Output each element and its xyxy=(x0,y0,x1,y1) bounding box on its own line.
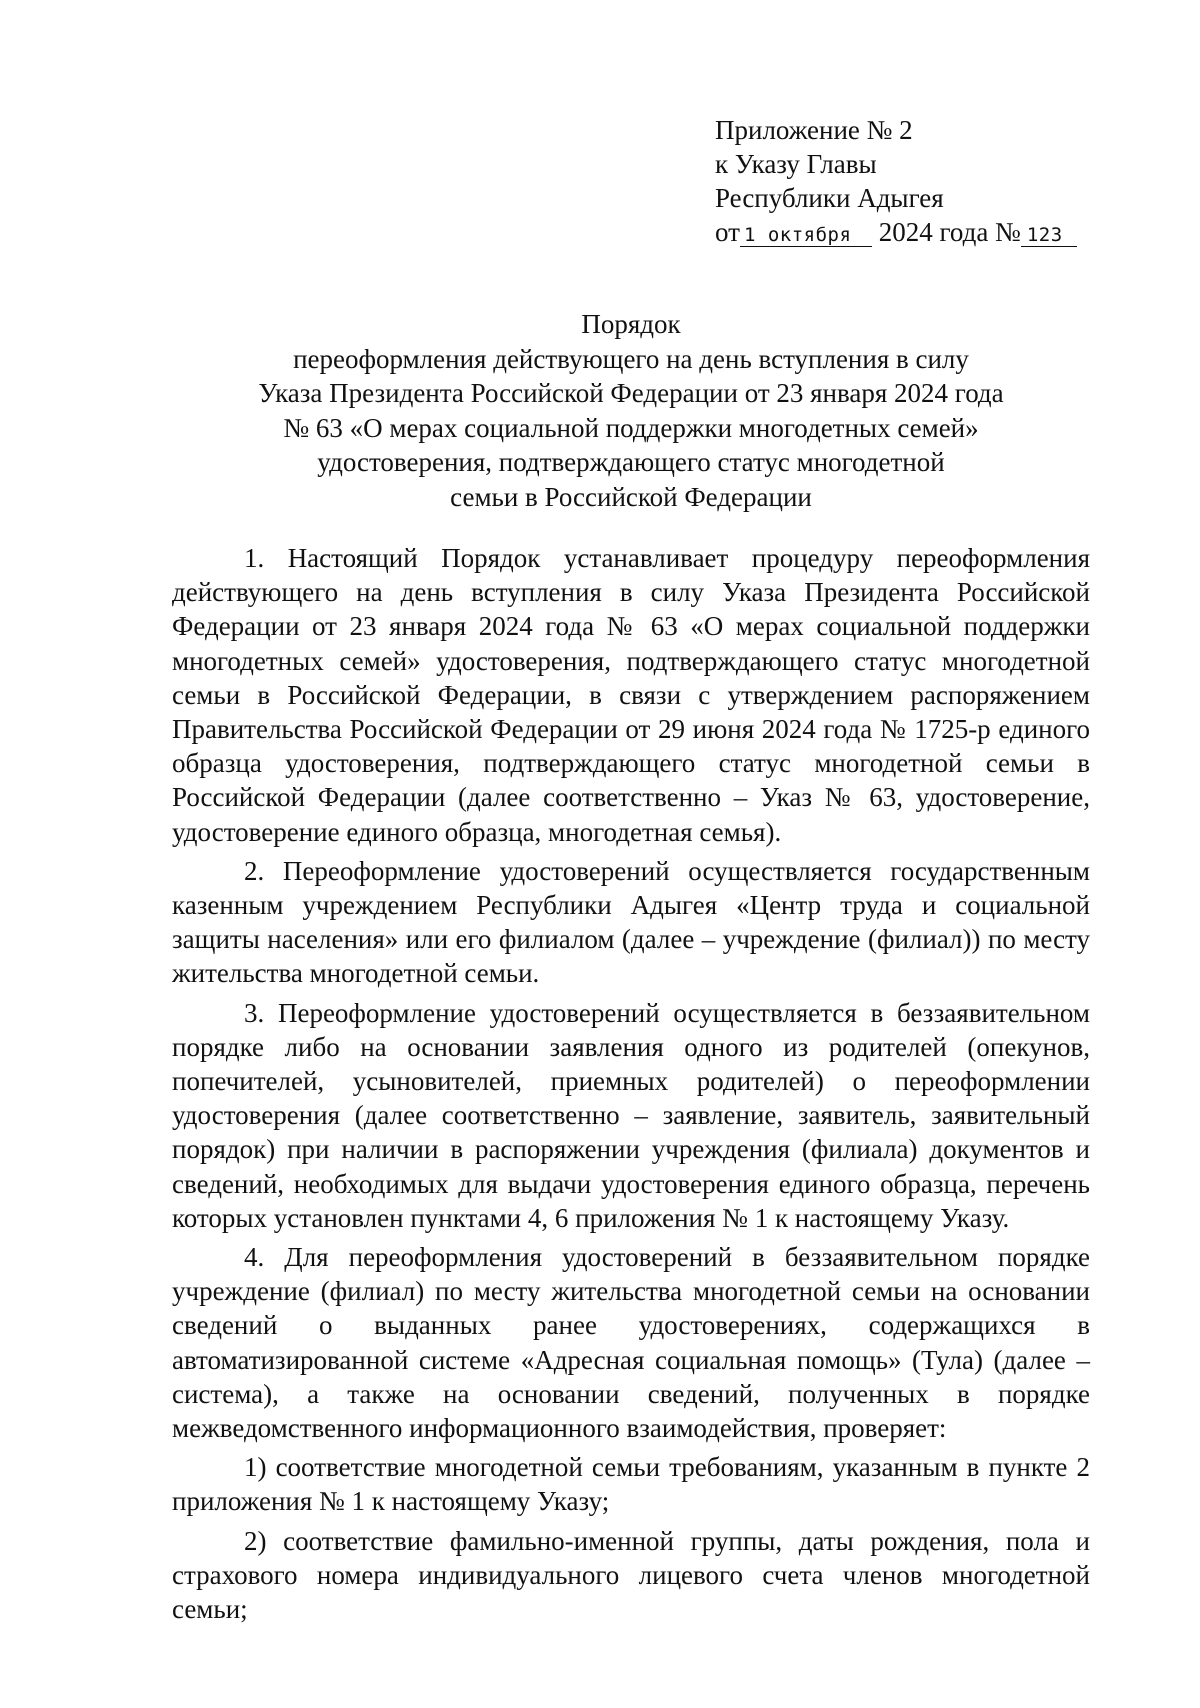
title-line: семьи в Российской Федерации xyxy=(450,481,812,512)
appendix-date-line xyxy=(715,215,1077,249)
handwritten-number: 123 xyxy=(1026,224,1063,246)
document-body xyxy=(172,541,1090,1626)
paragraph-1: 1. Настоящий Порядок устанавливает процедуру переоформления действующего на день вступления в силу Указа Президента Российской Федерации от 23 января 2024 года № 63 «О мерах социальной поддержки многодетных семей» удостоверения, подтверждающего статус многодетной семьи в Российской Федерации, в связи с утверждением распоряжением Правительства Российской Федерации от 29 июня 2024 года № 1725-р единого образца удостоверения, подтверждающего статус многодетной семьи в Российской Федерации (далее соответственно – Указ № 63, удостоверение, удостоверение единого образца, многодетная семья). xyxy=(172,543,1090,847)
number-blank xyxy=(1021,221,1077,247)
title-line: удостоверения, подтверждающего статус многодетной xyxy=(317,447,945,478)
appendix-number: Приложение № 2 xyxy=(715,115,913,145)
date-blank xyxy=(740,221,872,247)
title-line: Указа Президента Российской Федерации от 23 января 2024 года xyxy=(258,378,1004,409)
appendix-block xyxy=(715,113,1077,249)
date-year-label: 2024 года № xyxy=(878,217,1021,247)
title-line: переоформления действующего на день вступления в силу xyxy=(293,343,969,374)
paragraph-2: 2. Переоформление удостоверений осуществляется государственным казенным учреждением Республики Адыгея «Центр труда и социальной защиты населения» или его филиалом (далее – учреждение (филиал)) по месту жительства многодетной семьи. xyxy=(172,855,1090,989)
handwritten-date: 1 октября xyxy=(743,224,852,246)
title-line: № 63 «О мерах социальной поддержки многодетных семей» xyxy=(283,412,979,443)
subitem-1: 1) соответствие многодетной семьи требованиям, указанным в пункте 2 приложения № 1 к настоящему Указу; xyxy=(172,1452,1090,1517)
document-title xyxy=(172,307,1090,515)
appendix-decree-ref: к Указу Главы xyxy=(715,149,877,179)
paragraph-3: 3. Переоформление удостоверений осуществляется в беззаявительном порядке либо на основании заявления одного из родителей (опекунов, попечителей, усыновителей, приемных родителей) о переоформлении удостоверения (далее соответственно – заявление, заявитель, заявительный порядок) при наличии в распоряжении учреждения (филиала) документов и сведений, необходимых для выдачи удостоверения единого образца, перечень которых установлен пунктами 4, 6 приложения № 1 к настоящему Указу. xyxy=(172,997,1090,1233)
paragraph-4: 4. Для переоформления удостоверений в беззаявительном порядке учреждение (филиал) по месту жительства многодетной семьи на основании сведений о выданных ранее удостоверениях, содержащихся в автоматизированной системе «Адресная социальная помощь» (Тула) (далее – система), а также на основании сведений, полученных в порядке межведомственного информационного взаимодействия, проверяет: xyxy=(172,1242,1090,1444)
appendix-republic: Республики Адыгея xyxy=(715,183,944,213)
date-prefix: от xyxy=(715,217,740,247)
subitem-2: 2) соответствие фамильно-именной группы, даты рождения, пола и страхового номера индивидуального лицевого счета членов многодетной семьи; xyxy=(172,1525,1090,1625)
title-heading: Порядок xyxy=(581,309,681,339)
